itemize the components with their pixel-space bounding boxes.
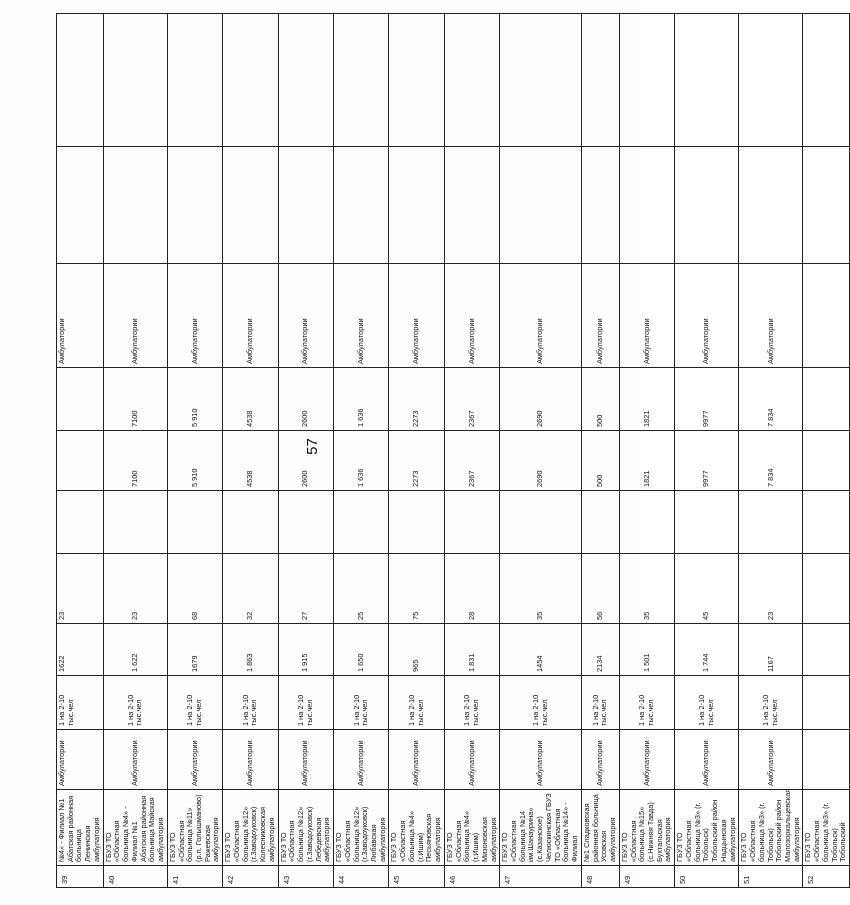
- facility-name: ГБУЗ ТО «Областная больница №15» (с.Нижняя Тавда) Бухтальская амбулатория: [619, 790, 674, 866]
- staffing-norm: 1 на 2-10 тыс.чел: [278, 676, 333, 730]
- facility-name: ГБУЗ ТО «Областная больница №4» (г.Ишим) Песьяновская амбулатория: [389, 790, 444, 866]
- empty-cell: [103, 491, 167, 554]
- facility-type: Амбулатории: [167, 730, 222, 790]
- empty-cell: [739, 147, 803, 264]
- category: Амбулатории: [167, 264, 222, 368]
- population: 1 501: [619, 624, 674, 676]
- empty-cell: [389, 14, 444, 147]
- table-row: [619, 14, 674, 888]
- facility-type: Амбулатории: [739, 730, 803, 790]
- facility-type: [803, 730, 850, 790]
- coefficient: 28: [444, 554, 499, 624]
- empty-cell: [803, 14, 850, 147]
- table-row: [500, 14, 582, 888]
- population: 2134: [581, 624, 619, 676]
- coefficient: 23: [103, 554, 167, 624]
- staffing-norm: 1 на 2-10 тыс.чел: [334, 676, 389, 730]
- facility-name: ГБУЗ ТО «Областная больница №12» (г.Заводоуковск) Любавская амбулатория: [334, 790, 389, 866]
- empty-cell: [278, 14, 333, 147]
- value-2: [57, 368, 104, 431]
- facility-type: Амбулатории: [223, 730, 278, 790]
- table-row: [444, 14, 499, 888]
- row-number: 43: [278, 866, 333, 888]
- row-number: 52: [803, 866, 850, 888]
- facility-type: Амбулатории: [278, 730, 333, 790]
- empty-cell: [675, 147, 739, 264]
- value-2: 5 910: [167, 368, 222, 431]
- empty-cell: [223, 147, 278, 264]
- empty-cell: [500, 14, 582, 147]
- population: 1 744: [675, 624, 739, 676]
- value-2: 2367: [444, 368, 499, 431]
- facility-name: ГБУЗ ТО «Областная больница №3» (г. Тобольск) Тобольский: [803, 790, 850, 866]
- facility-type: Амбулатории: [334, 730, 389, 790]
- category: Амбулатории: [619, 264, 674, 368]
- value-1: 500: [581, 431, 619, 491]
- empty-cell: [223, 14, 278, 147]
- row-number: 40: [103, 866, 167, 888]
- coefficient: 27: [278, 554, 333, 624]
- row-number: 51: [739, 866, 803, 888]
- empty-cell: [223, 491, 278, 554]
- facilities-table: [56, 13, 850, 888]
- empty-cell: [57, 491, 104, 554]
- staffing-norm: 1 на 2-10 тыс.чел: [444, 676, 499, 730]
- population: 965: [389, 624, 444, 676]
- table-row: [278, 14, 333, 888]
- row-number: 45: [389, 866, 444, 888]
- category: Амбулатории: [389, 264, 444, 368]
- facility-type: Амбулатории: [675, 730, 739, 790]
- row-number: 42: [223, 866, 278, 888]
- staffing-norm: 1 на 2-10 тыс.чел: [581, 676, 619, 730]
- facility-type: Амбулатории: [389, 730, 444, 790]
- coefficient: 56: [581, 554, 619, 624]
- empty-cell: [581, 491, 619, 554]
- staffing-norm: [803, 676, 850, 730]
- empty-cell: [444, 147, 499, 264]
- rotated-table-wrapper: [56, 14, 848, 888]
- empty-cell: [803, 147, 850, 264]
- population: [803, 624, 850, 676]
- coefficient: 23: [739, 554, 803, 624]
- staffing-norm: 1 на 2-10 тыс.чел: [103, 676, 167, 730]
- table-row: [803, 14, 850, 888]
- category: Амбулатории: [223, 264, 278, 368]
- empty-cell: [619, 14, 674, 147]
- empty-cell: [444, 14, 499, 147]
- table-row: [675, 14, 739, 888]
- facility-type: Амбулатории: [619, 730, 674, 790]
- facility-type: Амбулатории: [500, 730, 582, 790]
- staffing-norm: 1 на 2-10 тыс.чел: [739, 676, 803, 730]
- coefficient: [803, 554, 850, 624]
- facility-name: ГБУЗ ТО «Областная больница №3» (г. Тобольск) Тобольский район Малозоркальцевская амбулатория: [739, 790, 803, 866]
- row-number: 39: [57, 866, 104, 888]
- value-1: 1 636: [334, 431, 389, 491]
- empty-cell: [444, 491, 499, 554]
- empty-cell: [500, 147, 582, 264]
- facility-type: Амбулатории: [444, 730, 499, 790]
- empty-cell: [581, 147, 619, 264]
- category: Амбулатории: [103, 264, 167, 368]
- value-2: 2600: [278, 368, 333, 431]
- value-1: 7100: [103, 431, 167, 491]
- value-2: [803, 368, 850, 431]
- facility-name: ГБУЗ ТО «Областная больница №12» (г.Заводоуковск) Колесниковская амбулатория: [223, 790, 278, 866]
- empty-cell: [167, 491, 222, 554]
- facility-type: Амбулатории: [103, 730, 167, 790]
- staffing-norm: 1 на 2-10 тыс.чел: [619, 676, 674, 730]
- staffing-norm: 1 на 2-10 тыс.чел: [167, 676, 222, 730]
- empty-cell: [581, 14, 619, 147]
- value-1: [57, 431, 104, 491]
- category: Амбулатории: [675, 264, 739, 368]
- facility-name: ГБУЗ ТО «Областная больница №3» (г. Тобольск) Тобольский район Надцынская амбулатория: [675, 790, 739, 866]
- empty-cell: [739, 491, 803, 554]
- population: 1 622: [103, 624, 167, 676]
- empty-cell: [334, 14, 389, 147]
- value-1: 2690: [500, 431, 582, 491]
- population: 1622: [57, 624, 104, 676]
- facility-name: ГБУЗ ТО «Областная больница №14 им.Шанаурина» (с.Казанское) Челюскинская ГБУЗ ТО «Областная больница №14» - Филиал: [500, 790, 582, 866]
- coefficient: 45: [675, 554, 739, 624]
- row-number: 48: [581, 866, 619, 888]
- coefficient: 68: [167, 554, 222, 624]
- population: 1 915: [278, 624, 333, 676]
- value-2: 9977: [675, 368, 739, 431]
- value-1: 2367: [444, 431, 499, 491]
- value-1: 9977: [675, 431, 739, 491]
- category: [803, 264, 850, 368]
- population: 1167: [739, 624, 803, 676]
- empty-cell: [334, 491, 389, 554]
- staffing-norm: 1 на 2-10 тыс.чел: [223, 676, 278, 730]
- row-number: 41: [167, 866, 222, 888]
- category: Амбулатории: [334, 264, 389, 368]
- empty-cell: [389, 491, 444, 554]
- staffing-norm: 1 на 2-10 тыс.чел: [389, 676, 444, 730]
- value-1: 7 834: [739, 431, 803, 491]
- coefficient: 25: [334, 554, 389, 624]
- coefficient: 35: [619, 554, 674, 624]
- facility-name: ГБУЗ ТО «Областная больница №12» (г.Заводоуковск) Лебедевская амбулатория: [278, 790, 333, 866]
- empty-cell: [103, 14, 167, 147]
- facility-type: Амбулатории: [57, 730, 104, 790]
- category: Амбулатории: [444, 264, 499, 368]
- empty-cell: [278, 491, 333, 554]
- value-2: 4538: [223, 368, 278, 431]
- value-1: 1821: [619, 431, 674, 491]
- facility-type: Амбулатории: [581, 730, 619, 790]
- table-row: [57, 14, 104, 888]
- staffing-norm: 1 на 2-10 тыс.чел: [500, 676, 582, 730]
- table-row: [223, 14, 278, 888]
- table-row: [389, 14, 444, 888]
- table-row: [103, 14, 167, 888]
- facility-name: ГБУЗ ТО «Областная больница №11» (р.п. Голышманово) Ражевская амбулатория: [167, 790, 222, 866]
- row-number: 44: [334, 866, 389, 888]
- population: 1 650: [334, 624, 389, 676]
- table-row: [167, 14, 222, 888]
- row-number: 47: [500, 866, 582, 888]
- value-2: 500: [581, 368, 619, 431]
- value-1: 5 910: [167, 431, 222, 491]
- empty-cell: [278, 147, 333, 264]
- empty-cell: [334, 147, 389, 264]
- empty-cell: [167, 14, 222, 147]
- staffing-norm: 1 на 2-10 тыс.чел: [57, 676, 104, 730]
- value-2: 7100: [103, 368, 167, 431]
- value-1: 2273: [389, 431, 444, 491]
- empty-cell: [675, 14, 739, 147]
- category: Амбулатории: [278, 264, 333, 368]
- category: Амбулатории: [57, 264, 104, 368]
- table-row: [581, 14, 619, 888]
- value-2: 1821: [619, 368, 674, 431]
- empty-cell: [675, 491, 739, 554]
- empty-cell: [103, 147, 167, 264]
- empty-cell: [619, 491, 674, 554]
- staffing-norm: 1 на 2-10 тыс.чел: [675, 676, 739, 730]
- coefficient: 35: [500, 554, 582, 624]
- empty-cell: [167, 147, 222, 264]
- row-number: 49: [619, 866, 674, 888]
- empty-cell: [619, 147, 674, 264]
- row-number: 50: [675, 866, 739, 888]
- empty-cell: [57, 14, 104, 147]
- coefficient: 75: [389, 554, 444, 624]
- empty-cell: [57, 147, 104, 264]
- coefficient: 32: [223, 554, 278, 624]
- value-1: 4538: [223, 431, 278, 491]
- category: Амбулатории: [581, 264, 619, 368]
- table-row: [739, 14, 803, 888]
- category: Амбулатории: [739, 264, 803, 368]
- row-number: 46: [444, 866, 499, 888]
- population: 1 863: [223, 624, 278, 676]
- value-1: 2600: [278, 431, 333, 491]
- facility-name: №1 Сладковская районная больница Усовская амбулатория: [581, 790, 619, 866]
- empty-cell: [739, 14, 803, 147]
- empty-cell: [389, 147, 444, 264]
- category: Амбулатории: [500, 264, 582, 368]
- empty-cell: [500, 491, 582, 554]
- value-2: 7 834: [739, 368, 803, 431]
- population: 1454: [500, 624, 582, 676]
- page-number: 57: [303, 438, 321, 455]
- coefficient: 23: [57, 554, 104, 624]
- empty-cell: [803, 491, 850, 554]
- facility-name: ГБУЗ ТО «Областная больница №4» (г.Ишим) Мизоновская амбулатория: [444, 790, 499, 866]
- value-2: 1 636: [334, 368, 389, 431]
- value-2: 2273: [389, 368, 444, 431]
- population: 1679: [167, 624, 222, 676]
- value-1: [803, 431, 850, 491]
- facility-name: №4» - Филиал №1 Абатская районная больница Ленинская амбулатория: [57, 790, 104, 866]
- value-2: 2690: [500, 368, 582, 431]
- facility-name: ГБУЗ ТО «Областная больница №4» - Филиал №1 Абатская районная больница Майская амбулатория: [103, 790, 167, 866]
- table-row: [334, 14, 389, 888]
- population: 1 831: [444, 624, 499, 676]
